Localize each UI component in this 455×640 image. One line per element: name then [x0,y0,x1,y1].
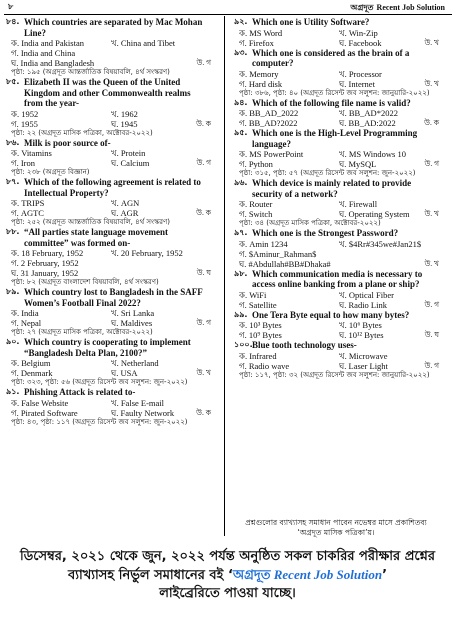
option: ক. Memory [239,68,279,79]
option-row [6,358,211,368]
promo-banner [0,540,455,640]
option-row [6,268,211,278]
question-text [234,340,439,351]
option: খ. China and Tibet [111,38,176,48]
question-body: Which device is mainly related to provide security of a network? [252,178,412,199]
option-row [234,149,439,159]
option: গ. Satellite [239,299,277,310]
answer-key: উ. ক [196,118,211,128]
option-row [234,108,439,118]
option: ঘ. Calcium [111,158,150,168]
option-row [234,209,439,219]
option: গ. 2 February, 1952 [11,258,79,268]
question-item [234,128,439,178]
question-text [6,17,211,38]
answer-key: উ. খ [424,78,439,88]
left-column [6,17,211,427]
answer-key: উ. ক [424,118,439,127]
option: ক. TRIPS [11,198,45,208]
question-item [234,228,439,269]
option: ক. India and Pakistan [11,38,84,48]
option: ক. BB_AD_2022 [239,108,299,118]
question-text [6,337,211,358]
question-body: Which one is the Strongest Password? [252,228,399,238]
source-ref: পৃষ্ঠা: ১৯৫ (অগ্রদূত আন্তর্জাতিক বিষয়াবলি, ৪র্থ সংস্করণ) [11,68,170,76]
option-row [234,118,439,128]
option: ঘ. 10¹² Bytes [339,330,384,340]
brand-en: Recent Job Solution [376,3,445,12]
question-number: ৮৭. [6,177,20,186]
source-ref: পৃষ্ঠা: ২২ (অগ্রদূত মাসিক পত্রিকা, অক্টোবর-২০২২) [11,128,153,137]
question-item [6,387,211,427]
option: খ. Protein [111,148,146,158]
question-item [6,17,211,77]
answer-key: উ. খ [196,368,211,377]
question-item [234,48,439,98]
question-text [6,138,211,149]
question-number: ৮৪. [6,17,20,26]
option: গ. Switch [239,209,273,219]
option: ঘ. MySQL [339,159,377,169]
source-ref: পৃষ্ঠা: ৩১৫, পৃষ্ঠা: ৫৭ (অগ্রদূত রিসেন্ট জব সলুশন: জুন-২০২২) [239,169,416,177]
option-row [234,320,439,330]
option: ঘ. Internet [339,78,375,89]
option: ঘ. Facebook [339,37,382,48]
question-body: Which one is the High-Level Programming language? [252,128,418,149]
option-row [234,239,439,249]
source-ref: পৃষ্ঠা: ৮২ (অগ্রদূত বাংলাদেশ বিষয়াবলি, ৪র্থ সংস্করণ) [11,278,159,286]
option: গ. Pirated Software [11,407,78,418]
option: ক. 10³ Bytes [239,320,282,330]
option: ক. Infrared [239,350,277,361]
option: খ. Win-Zip [339,27,378,38]
option: খ. False E-mail [111,397,165,408]
question-number: ৯৮. [234,268,248,278]
option: খ. 1962 [111,108,138,119]
question-number: ৯১. [6,387,20,396]
option-row [6,158,211,168]
question-number: ৯২. [234,17,248,26]
question-item [6,77,211,138]
banner-text-b: ’ [382,568,388,583]
question-number: ৮৫. [6,77,20,86]
question-number: ৮৮. [6,227,20,236]
banner-line-2 [0,566,455,585]
question-number: ৯৫. [234,128,248,137]
option-row [6,109,211,119]
question-item [6,287,211,337]
option: ঘ. #Abdullah#BB#Dhaka# [239,258,331,269]
option-row [6,408,211,418]
question-body: Which one is considered as the brain of a computer? [252,47,410,68]
question-body: “All parties state language movement committee” was formed on- [24,227,168,248]
option: গ. India and China [11,48,76,58]
question-body: Which country lost to Bangladesh in the SAFF Women’s Football Final 2022? [24,287,203,308]
question-item [234,269,439,310]
option: খ. Microwave [339,350,388,361]
question-body: Which of the following agreement is related to Intellectual Property? [24,177,201,198]
option: ঘ. Faulty Network [111,407,175,418]
option: ঘ. Maldives [111,318,153,328]
source-ref: পৃষ্ঠা: ৩৪ (অগ্রদূত মাসিক পত্রিকা, অক্টোবর-২০২২) [239,219,381,227]
question-item [6,337,211,387]
question-item [6,177,211,227]
banner-line-3: লাইব্রেরিতে পাওয়া যাচ্ছে। [159,586,296,601]
source-ref: পৃষ্ঠা: ৪৩, পৃষ্ঠা: ১১৭ (অগ্রদূত রিসেন্ট জব সলুশন: জুন-২০২২) [11,417,188,426]
question-text [234,48,439,69]
banner-brand-bn: অগ্রদূত [232,568,271,583]
solution-note: প্রশ্নগুলোর ব্যাখ্যাসহ সমাধান পাবেন নভেম্বর মাসে প্রকাশিতব্য ‘অগ্রদূত মাসিক পত্রিকা’য়। [245,518,427,537]
question-body: Which one is Utility Software? [252,17,370,27]
option: ক. False Website [11,397,69,408]
option [111,258,211,268]
question-text [234,17,439,28]
question-text [6,177,211,198]
option: খ. Sri Lanka [111,308,155,318]
header-rule [4,14,452,15]
option-row [6,198,211,208]
question-body: Which countries are separated by Mac Mohan Line? [24,17,203,38]
question-text [6,287,211,308]
option: ক. 1952 [11,108,39,119]
option: খ. AGN [111,198,140,208]
question-body: Which country is cooperating to implement “Bangladesh Delta Plan, 2100?” [24,337,191,358]
option-row [6,208,211,218]
option-row [234,351,439,361]
question-body: Milk is poor source of- [24,137,111,148]
question-item [234,178,439,228]
question-number: ৯৯. [234,309,248,319]
option: গ. BB_AD?2022 [239,118,298,128]
source-ref: পৃষ্ঠা: ২৩৮ (অগ্রদূত বিজ্ঞান) [11,168,90,176]
source-ref: পৃষ্ঠা: ৩৮৬, পৃষ্ঠা: ৪০ (অগ্রদূত রিসেন্ট জব সলুশন: জানুয়ারি-২০২২) [239,88,430,97]
question-body: Which communication media is necessary to access online banking from a plane or ship? [252,268,423,289]
right-column [234,17,439,380]
option-row [6,258,211,268]
option-row [6,38,211,48]
answer-key: উ. খ [424,258,439,268]
option-row [6,398,211,408]
banner-line-1: ডিসেম্বর, ২০২১ থেকে জুন, ২০২২ পর্যন্ত অনুষ্ঠিত সকল চাকরির পরীক্ষার প্রশ্নের [20,549,435,564]
option [111,48,211,58]
option: খ. Netherland [111,358,159,368]
option: ঘ. India and Bangladesh [11,58,95,68]
answer-key: উ. গ [196,58,211,67]
option: গ. Firefox [239,37,274,48]
banner-text-a: ব্যাখ্যাসহ নির্ভুল সমাধানের বই ‘ [67,568,233,583]
option: গ. 1955 [11,118,38,129]
option: ঘ. 1945 [111,118,138,129]
question-body: One Tera Byte equal to how many bytes? [252,309,410,320]
question-item [6,227,211,287]
question-text [234,178,439,199]
banner-brand-en: Recent Job Solution [270,567,383,582]
question-number: ৮৯. [6,287,20,296]
brand-bn: অগ্রদূত [350,3,374,12]
answer-key: উ. গ [196,158,211,167]
option-row [6,248,211,258]
option: ঘ. USA [111,368,138,378]
question-text [6,387,211,398]
option: খ. BB_AD*2022 [339,108,398,118]
question-number: ৯৩. [234,47,248,57]
question-text [6,227,211,248]
question-item [234,310,439,341]
option-row [234,300,439,310]
answer-key: উ. খ [424,37,439,47]
option: গ. Nepal [11,318,42,328]
option: গ. 10⁹ Bytes [239,330,282,340]
source-ref: পৃষ্ঠা: ২৭ (অগ্রদূত মাসিক পত্রিকা, অক্টোবর-২০২২) [11,328,153,336]
question-text [234,98,439,109]
question-item [6,138,211,178]
page-number: ৮ [8,2,14,11]
option-row [234,28,439,38]
source-ref: পৃষ্ঠা: ১১৭, পৃষ্ঠা: ৩২ (অগ্রদূত রিসেন্ট জব সলুশন: জানুয়ারি-২০২২) [239,370,430,379]
option: ক. India [11,308,39,318]
option: গ. Radio wave [239,360,290,371]
question-number: ৯০. [6,337,20,346]
question-body: Which of the following file name is valid? [252,97,411,108]
option-row [234,199,439,209]
option: খ. Optical Fiber [339,289,394,300]
option-row [6,318,211,328]
option: ঘ. Radio Link [339,299,387,310]
question-item [234,17,439,48]
source-ref: পৃষ্ঠা: ৩২৩, পৃষ্ঠা: ৫৬ (অগ্রদূত রিসেন্ট জব সলুশন: জুন-২০২২) [11,378,188,386]
option: গ. Iron [11,158,35,168]
page-header [0,0,455,14]
option-row [6,58,211,68]
answer-key: উ. গ [424,299,439,309]
option-row [234,249,439,259]
option: ক. Amin 1234 [239,238,288,249]
option-row [234,259,439,269]
option: গ. AGTC [11,208,44,218]
option: খ. Processor [339,68,382,79]
question-number: ৯৪. [234,97,248,107]
source-ref: পৃষ্ঠা: ২৫২ (অগ্রদূত আন্তর্জাতিক বিষয়াবলি, ৪র্থ সংস্করণ) [11,218,170,226]
question-body: Phishing Attack is related to- [24,387,136,397]
option: ক. Belgium [11,358,51,368]
question-body: Elizabeth II was the Queen of the United Kingdom and other Commonwealth realms from the year- [24,77,191,108]
question-text [234,269,439,290]
option: খ. 20 February, 1952 [111,248,183,258]
option: ঘ. BB_AD:2022 [339,118,396,128]
option-row [234,330,439,340]
option: ক. MS Word [239,27,283,38]
option: খ. Firewall [339,199,378,209]
option: ক. MS PowerPoint [239,149,304,159]
answer-key: উ. গ [424,159,439,168]
answer-key: উ. ঘ [424,330,439,339]
option-row [234,69,439,79]
option-row [234,79,439,89]
option: ক. Vitamins [11,148,52,158]
question-number: ৮৬. [6,137,20,147]
question-text [234,310,439,321]
answer-key: উ. গ [196,318,211,327]
option-row [6,48,211,58]
option-row [6,119,211,129]
option: খ. $4Rr#345we#Jan21$ [339,238,422,249]
option: ঘ. Laser Light [339,360,388,371]
option [339,249,439,259]
question-item [234,98,439,129]
option: ক. 18 February, 1952 [11,248,84,258]
answer-key: উ. ঘ [196,268,211,277]
question-text [6,77,211,109]
answer-key: উ. ক [196,407,211,417]
question-text [234,228,439,239]
option: গ. $Aminur_Rahman$ [239,248,317,259]
answer-key: উ. ক [196,208,211,217]
option: ক. WiFi [239,289,267,300]
answer-key: উ. গ [424,360,439,370]
question-item [234,340,439,380]
question-number: ৯৭. [234,228,248,237]
option-row [6,308,211,318]
option: ক. Router [239,199,273,209]
answer-key: উ. খ [424,209,439,218]
option-row [234,361,439,371]
option-row [234,159,439,169]
option: ঘ. AGR [111,208,139,218]
option: গ. Python [239,159,273,169]
question-number: ১০০. [234,340,253,349]
option-row [234,38,439,48]
option-row [234,290,439,300]
option: ঘ. Operating System [339,209,410,219]
question-text [234,128,439,149]
option: খ. MS Windows 10 [339,149,406,159]
option: গ. Hard disk [239,78,283,89]
column-divider [224,16,225,536]
question-number: ৯৬. [234,178,248,187]
option-row [6,368,211,378]
option-row [6,148,211,158]
question-body: Blue tooth technology uses- [252,340,357,350]
option: ঘ. 31 January, 1952 [11,268,79,278]
option: গ. Denmark [11,368,53,378]
option: খ. 10⁶ Bytes [339,320,382,330]
